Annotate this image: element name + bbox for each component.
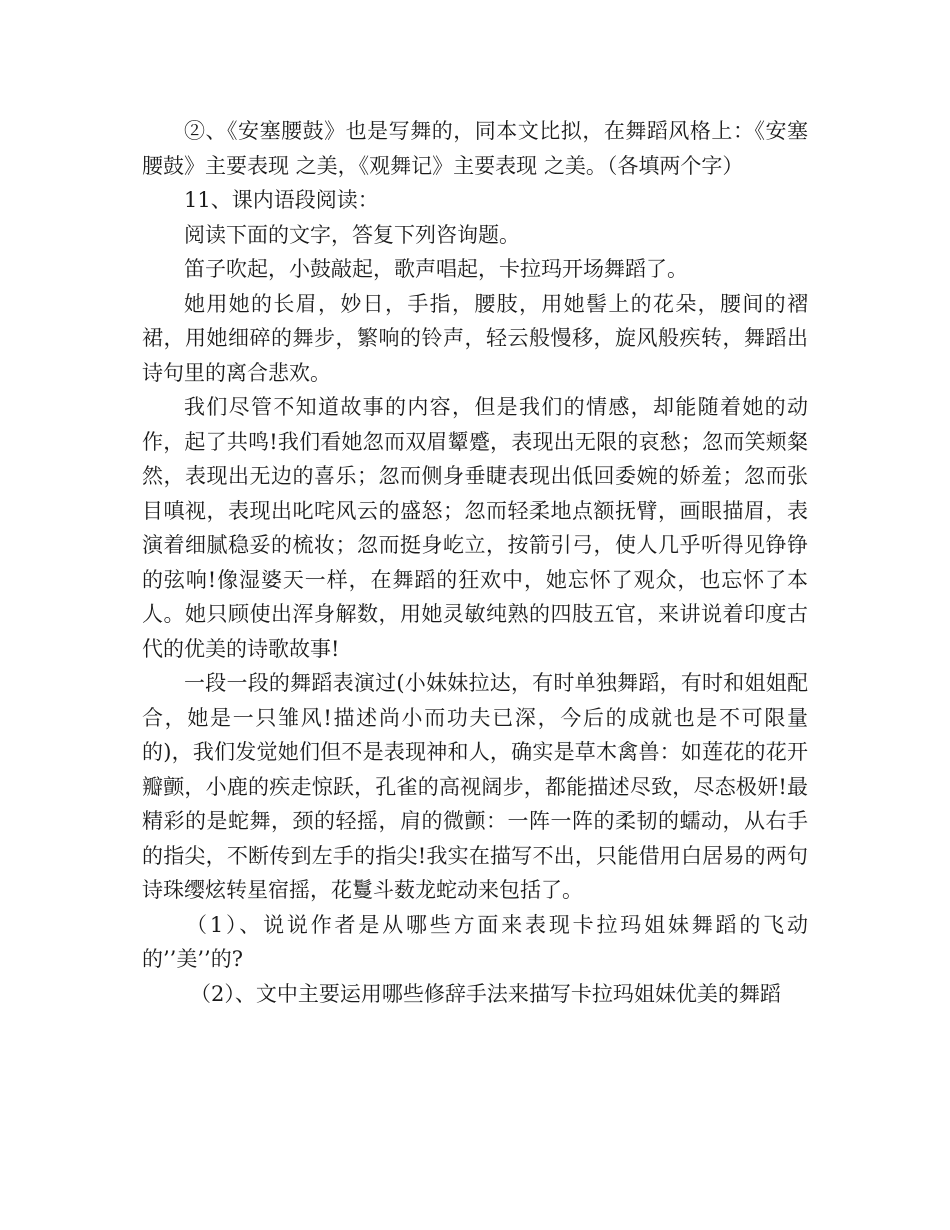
instruction-text: 阅读下面的文字，答复下列咨询题。: [184, 222, 520, 247]
passage-paragraph: 她用她的长眉，妙日，手指，腰肢，用她髻上的花朵，腰间的褶裙，用她细碎的舞步，繁响的铃声，轻云般慢移，旋风般疾转，舞蹈出诗句里的离合悲欢。: [142, 291, 808, 385]
passage-paragraph: 一段一段的舞蹈表演过(小妹妹拉达，有时单独舞蹈，有时和姐姐配合，她是一只雏风!描述尚小而功夫已深，今后的成就也是不可限量的)，我们发觉她们但不是表现神和人，确实是草木禽兽：如莲花的花开瓣颤，小鹿的疾走惊跃，孔雀的高视阔步，都能描述尽致，尽态极妍!最精彩的是蛇舞，颈的轻摇，肩的微颤：一阵一阵的柔韧的蠕动，从右手的指尖，不断传到左手的指尖!我实在描写不出，只能借用白居易的两句诗珠缨炫转星宿摇，花鬘斗薮龙蛇动来包括了。: [142, 671, 808, 902]
passage-paragraph: 我们尽管不知道故事的内容，但是我们的情感，却能随着她的动作，起了共鸣!我们看她忽而双眉颦蹙，表现出无限的哀愁；忽而笑颊粲然，表现出无边的喜乐；忽而侧身垂睫表现出低回委婉的娇羞；忽而张目嗔视，表现出叱咤风云的盛怒；忽而轻柔地点额抚臂，画眼描眉，表演着细腻稳妥的梳妆；忽而挺身屹立，按箭引弓，使人几乎听得见铮铮的弦响!像湿婆天一样，在舞蹈的狂欢中，她忘怀了观众，也忘怀了本人。她只顾使出浑身解数，用她灵敏纯熟的四肢五官，来讲说着印度古代的优美的诗歌故事!: [142, 395, 808, 661]
passage-paragraph: 笛子吹起，小鼓敲起，歌声唱起，卡拉玛开场舞蹈了。: [184, 257, 688, 281]
document-page: [142, 114, 808, 1011]
section-heading-11: 11、课内语段阅读：: [184, 188, 379, 212]
question-2: （2）、文中主要运用哪些修辞手法来描写卡拉玛姐妹优美的舞蹈: [190, 981, 781, 1006]
question-1: （1）、说说作者是从哪些方面来表现卡拉玛姐妹舞蹈的飞动的’’美’’的?: [142, 912, 808, 971]
question-2-fill-blank: ②、《安塞腰鼓》也是写舞的，同本文比拟，在舞蹈风格上：《安塞腰鼓》主要表现 之美，《观舞记》主要表现 之美。（各填两个字）: [142, 119, 808, 178]
